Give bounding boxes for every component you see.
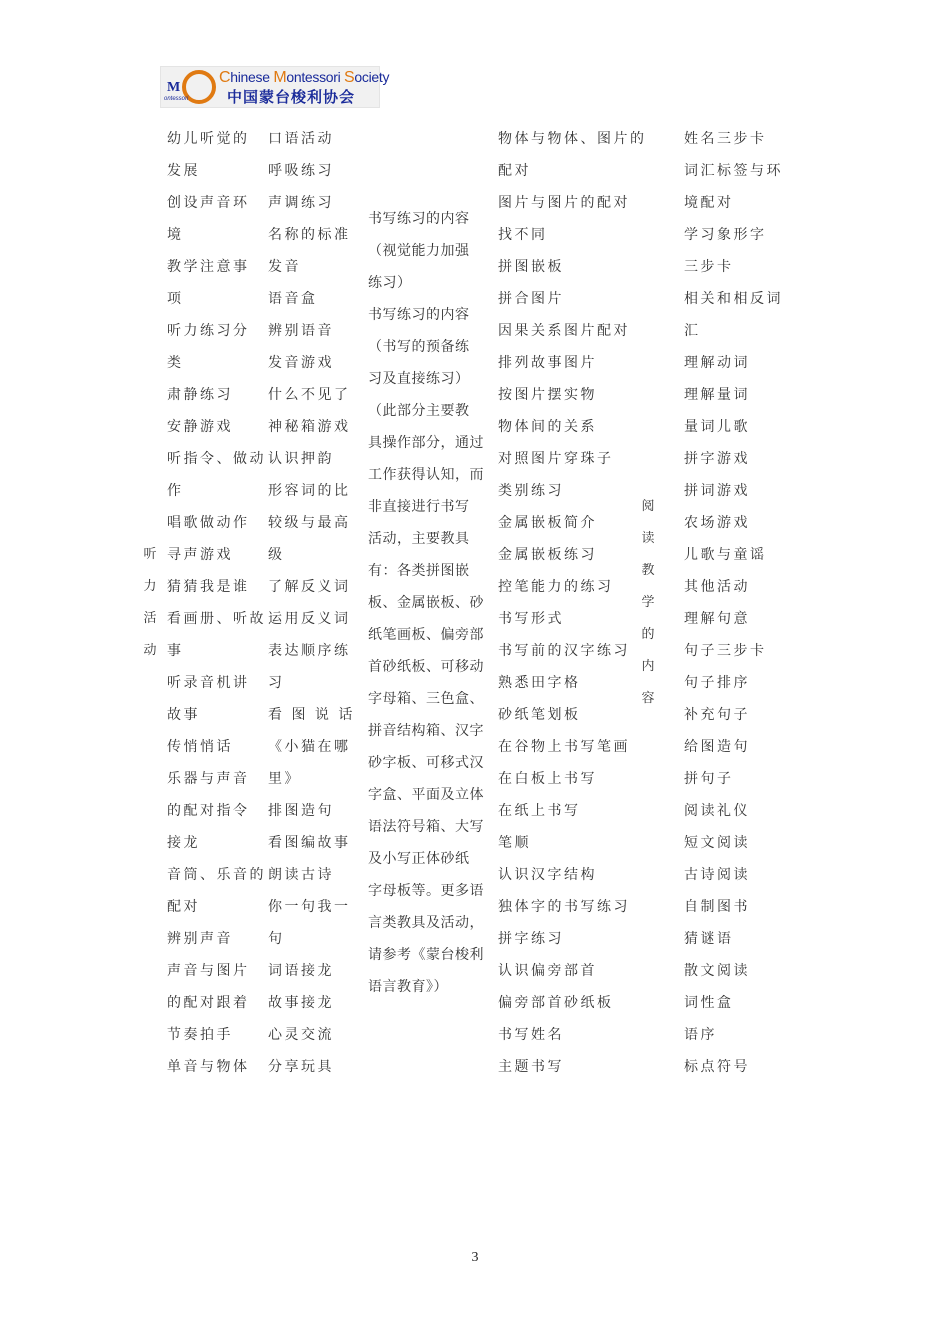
list-item: 听指令、做动 xyxy=(167,451,266,467)
list-item: 故事 xyxy=(167,707,200,723)
list-item: 字母板等。更多语 xyxy=(368,883,484,899)
list-item: 砂字板、可移式汉 xyxy=(368,755,484,771)
list-item: 发音游戏 xyxy=(268,355,334,371)
list-item: 板、金属嵌板、砂 xyxy=(368,595,484,611)
list-item: 补充句子 xyxy=(684,707,750,723)
list-item: 听力练习分 xyxy=(167,323,250,339)
list-item: 创设声音环 xyxy=(167,195,250,211)
list-item: 其他活动 xyxy=(684,579,750,595)
montessori-logo-icon xyxy=(163,69,217,105)
list-item: 表达顺序练 xyxy=(268,643,351,659)
list-item: 儿歌与童谣 xyxy=(684,547,767,563)
page-number: 3 xyxy=(471,1250,479,1265)
list-item: 拼句子 xyxy=(684,771,734,787)
list-item: 标点符号 xyxy=(684,1059,750,1075)
list-item: 理解句意 xyxy=(684,611,750,627)
list-item: 类别练习 xyxy=(498,483,564,499)
list-item: 的配对跟着 xyxy=(167,995,250,1011)
list-item: 纸笔画板、偏旁部 xyxy=(368,627,484,643)
list-item: 看画册、听故 xyxy=(167,611,266,627)
svg-text:M: M xyxy=(167,80,181,95)
list-item: 在谷物上书写笔画 xyxy=(498,739,630,755)
list-item: 非直接进行书写 xyxy=(368,499,470,515)
list-item: 节奏拍手 xyxy=(167,1027,233,1043)
list-item: 砂纸笔划板 xyxy=(498,707,581,723)
list-item: 发音 xyxy=(268,259,301,275)
list-item: （视觉能力加强 xyxy=(368,243,470,259)
list-item: 心灵交流 xyxy=(268,1027,334,1043)
logo-english-name: Chinese Montessori Society xyxy=(219,69,390,86)
list-item: 金属嵌板练习 xyxy=(498,547,597,563)
list-item: 言类教具及活动， xyxy=(368,915,484,931)
list-item: 散文阅读 xyxy=(684,963,750,979)
list-item: 猜猜我是谁 xyxy=(167,579,250,595)
list-item: 拼图嵌板 xyxy=(498,259,564,275)
list-item: 乐器与声音 xyxy=(167,771,250,787)
list-item: 拼字游戏 xyxy=(684,451,750,467)
list-item: 古诗阅读 xyxy=(684,867,750,883)
list-item: 书写姓名 xyxy=(498,1027,564,1043)
svg-text:ontessori: ontessori xyxy=(164,96,189,102)
list-item: 物体间的关系 xyxy=(498,419,597,435)
list-item: 句子排序 xyxy=(684,675,750,691)
list-item: 拼音结构箱、汉字 xyxy=(368,723,484,739)
listening-activities-list xyxy=(167,123,266,1083)
list-item: 书写练习的内容 xyxy=(368,211,470,227)
list-item: 字母箱、三色盒、 xyxy=(368,691,484,707)
list-item: 语法符号箱、大写 xyxy=(368,819,484,835)
list-item: 句子三步卡 xyxy=(684,643,767,659)
list-item: 传悄悄话 xyxy=(167,739,233,755)
list-item: 首砂纸板、可移动 xyxy=(368,659,484,675)
list-item: 词性盒 xyxy=(684,995,734,1011)
list-item: 分享玩具 xyxy=(268,1059,334,1075)
list-item: 量词儿歌 xyxy=(684,419,750,435)
list-item: 自制图书 xyxy=(684,899,750,915)
list-item: 辨别声音 xyxy=(167,931,233,947)
list-item: 容 xyxy=(641,691,655,706)
list-item: 书写练习的内容 xyxy=(368,307,470,323)
list-item: 看图编故事 xyxy=(268,835,351,851)
list-item: 给图造句 xyxy=(684,739,750,755)
list-item: 短文阅读 xyxy=(684,835,750,851)
list-item: 认识偏旁部首 xyxy=(498,963,597,979)
list-item: 类 xyxy=(167,355,184,371)
oral-activities-list xyxy=(268,123,355,1083)
list-item: 汇 xyxy=(684,323,701,339)
list-item: 因果关系图片配对 xyxy=(498,323,630,339)
list-item: 认识汉字结构 xyxy=(498,867,597,883)
list-item: 级 xyxy=(268,547,285,563)
list-item: 图片与图片的配对 xyxy=(498,195,630,211)
list-item: 熟悉田字格 xyxy=(498,675,581,691)
logo xyxy=(160,66,390,108)
list-item: 故事接龙 xyxy=(268,995,334,1011)
list-item: 笔顺 xyxy=(498,835,531,851)
list-item: 语言教育》） xyxy=(368,979,448,995)
logo-chinese-name: 中国蒙台梭利协会 xyxy=(227,88,356,106)
list-item: 肃静练习 xyxy=(167,387,233,403)
list-item: 力 xyxy=(143,579,157,594)
list-item: 《小猫在哪 xyxy=(268,739,351,755)
list-item: 朗读古诗 xyxy=(268,867,334,883)
list-item: 控笔能力的练习 xyxy=(498,579,614,595)
list-item: 练习） xyxy=(368,275,412,291)
list-item: 神秘箱游戏 xyxy=(268,419,351,435)
list-item: 境配对 xyxy=(684,195,734,211)
list-item: 名称的标准 xyxy=(268,227,351,243)
list-item: 理解量词 xyxy=(684,387,750,403)
list-item: 姓名三步卡 xyxy=(684,131,767,147)
list-item: 习及直接练习） xyxy=(368,371,470,387)
list-item: 拼合图片 xyxy=(498,291,564,307)
list-item: 动 xyxy=(143,643,157,658)
list-item: 幼儿听觉的 xyxy=(167,131,250,147)
list-item: 在纸上书写 xyxy=(498,803,581,819)
list-item: 拼词游戏 xyxy=(684,483,750,499)
list-item: 唱歌做动作 xyxy=(167,515,250,531)
list-item: 语序 xyxy=(684,1027,717,1043)
list-item: 及小写正体砂纸 xyxy=(368,851,470,867)
list-item: 排图造句 xyxy=(268,803,334,819)
list-item: 听录音机讲 xyxy=(167,675,250,691)
list-item: 句 xyxy=(268,931,285,947)
list-item: 配对 xyxy=(167,899,200,915)
list-item: 学习象形字 xyxy=(684,227,767,243)
list-item: 书写形式 xyxy=(498,611,564,627)
list-item: 对照图片穿珠子 xyxy=(498,451,614,467)
list-item: 有：各类拼图嵌 xyxy=(368,563,470,579)
list-item: 内 xyxy=(641,659,655,674)
list-item: 找不同 xyxy=(498,227,548,243)
list-item: 了解反义词 xyxy=(268,579,351,595)
list-item: 项 xyxy=(167,291,184,307)
list-item: 寻声游戏 xyxy=(167,547,233,563)
list-item: 事 xyxy=(167,643,184,659)
list-item: 较级与最高 xyxy=(268,515,351,531)
list-item: （此部分主要教 xyxy=(368,403,470,419)
list-item: 请参考《蒙台梭利 xyxy=(368,947,484,963)
list-item: 活动，主要教具 xyxy=(368,531,470,547)
list-item: 单音与物体 xyxy=(167,1059,250,1075)
list-item: 里》 xyxy=(268,771,301,787)
list-item: 字盒、平面及立体 xyxy=(368,787,484,803)
list-item: 阅读礼仪 xyxy=(684,803,750,819)
list-item: 偏旁部首砂纸板 xyxy=(498,995,614,1011)
list-item: 按图片摆实物 xyxy=(498,387,597,403)
list-item: 活 xyxy=(143,611,157,626)
list-item: 音筒、乐音的 xyxy=(167,867,266,883)
list-item: 教 xyxy=(641,563,655,578)
list-item: 的 xyxy=(641,627,655,642)
list-item: 辨别语音 xyxy=(268,323,334,339)
list-item: 接龙 xyxy=(167,835,200,851)
list-item: 金属嵌板简介 xyxy=(498,515,597,531)
list-item: 习 xyxy=(268,675,285,691)
listening-activities-label xyxy=(141,539,159,667)
list-item: 工作获得认知，而 xyxy=(368,467,484,483)
list-item: 安静游戏 xyxy=(167,419,233,435)
list-item: 听 xyxy=(143,547,157,562)
reading-activities-list xyxy=(684,123,783,1083)
list-item: （书写的预备练 xyxy=(368,339,470,355)
list-item: 形容词的比 xyxy=(268,483,351,499)
list-item: 相关和相反词 xyxy=(684,291,783,307)
list-item: 教学注意事 xyxy=(167,259,250,275)
list-item: 配对 xyxy=(498,163,531,179)
list-item: 看 图 说 话 xyxy=(268,707,355,723)
list-item: 声调练习 xyxy=(268,195,334,211)
list-item: 词语接龙 xyxy=(268,963,334,979)
list-item: 什么不见了 xyxy=(268,387,351,403)
list-item: 物体与物体、图片的 xyxy=(498,131,647,147)
list-item: 三步卡 xyxy=(684,259,734,275)
list-item: 农场游戏 xyxy=(684,515,750,531)
list-item: 呼吸练习 xyxy=(268,163,334,179)
list-item: 口语活动 xyxy=(268,131,334,147)
list-item: 学 xyxy=(641,595,655,610)
list-item: 境 xyxy=(167,227,184,243)
writing-practice-list xyxy=(498,123,647,1083)
list-item: 主题书写 xyxy=(498,1059,564,1075)
list-item: 具操作部分，通过 xyxy=(368,435,484,451)
list-item: 声音与图片 xyxy=(167,963,250,979)
list-item: 拼字练习 xyxy=(498,931,564,947)
list-item: 的配对指令 xyxy=(167,803,250,819)
list-item: 在白板上书写 xyxy=(498,771,597,787)
list-item: 独体字的书写练习 xyxy=(498,899,630,915)
list-item: 阅 xyxy=(641,499,655,514)
list-item: 语音盒 xyxy=(268,291,318,307)
list-item: 排列故事图片 xyxy=(498,355,597,371)
list-item: 词汇标签与环 xyxy=(684,163,783,179)
list-item: 猜谜语 xyxy=(684,931,734,947)
reading-teaching-label xyxy=(638,491,658,715)
list-item: 读 xyxy=(641,531,655,546)
list-item: 理解动词 xyxy=(684,355,750,371)
list-item: 书写前的汉字练习 xyxy=(498,643,630,659)
writing-practice-notes xyxy=(368,203,484,1003)
list-item: 你一句我一 xyxy=(268,899,351,915)
list-item: 认识押韵 xyxy=(268,451,334,467)
list-item: 发展 xyxy=(167,163,200,179)
list-item: 作 xyxy=(167,483,184,499)
list-item: 运用反义词 xyxy=(268,611,351,627)
